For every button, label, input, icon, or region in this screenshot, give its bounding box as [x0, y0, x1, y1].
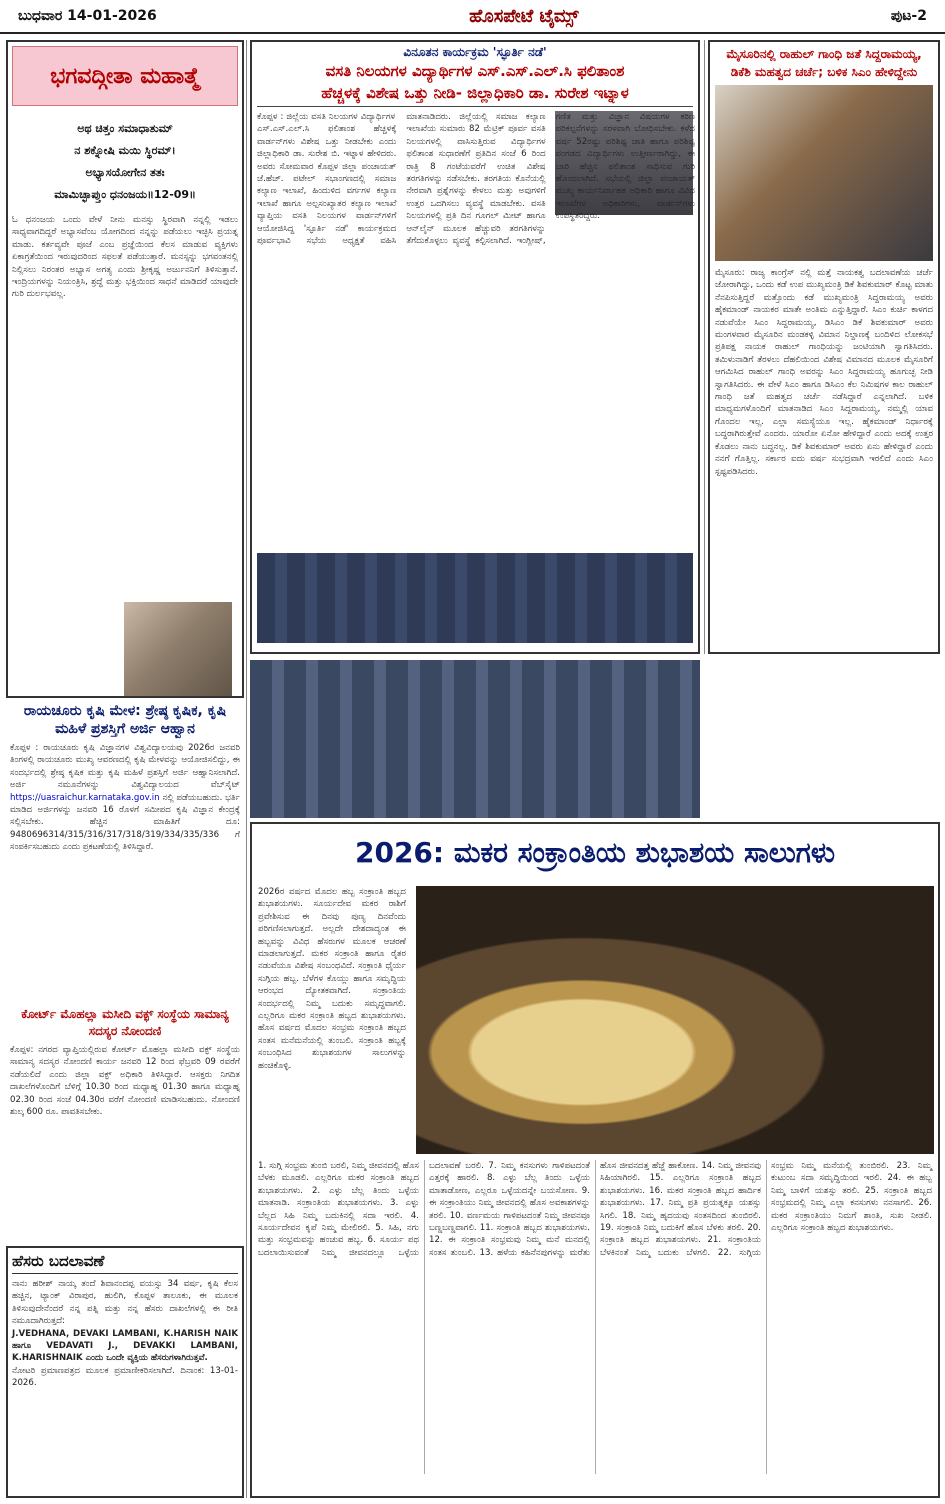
krishi-body-text-2: ನಲ್ಲಿ ಪಡೆಯಬಹುದು. ಭರ್ತಿ ಮಾಡಿದ ಅರ್ಜಿಗಳನ್ನು ಜನವರಿ 16 ರೊಳಗೆ ಸಮೀಪದ ಕೃಷಿ ವಿಜ್ಞಾನ ಕೇಂದ್ರಕ್ಕೆ ಸಲ್ಲಿಸಬೇಕು. ಹೆಚ್ಚಿನ ಮಾಹಿತಿಗೆ ದೂ: 9480696314/315/316/317/318/319/334/335/336 ಗೆ ಸಂಪರ್ಕಿಸಬಹುದು ಎಂದು ಪ್ರಕಟಣೆಯಲ್ಲಿ ತಿಳಿಸಿದ್ದಾರೆ. [10, 792, 240, 853]
wakf-headline: ಕೋರ್ಟ್ ಮೊಹಲ್ಲಾ ಮಸೀದಿ ವಕ್ಫ್ ಸಂಸ್ಥೆಯ ಸಾಮಾನ್ಯ ಸದಸ್ಯರ ನೋಂದಣಿ [21, 1007, 229, 1038]
rahul-headline: ಮೈಸೂರಿನಲ್ಲಿ ರಾಹುಲ್ ಗಾಂಧಿ ಜತೆ ಸಿದ್ದರಾಮಯ್ಯ, ಡಿಕೆಶಿ ಮಹತ್ವದ ಚರ್ಚೆ; ಬಳಿಕ ಸಿಎಂ ಹೇಳಿದ್ದೇನು [726, 47, 922, 79]
gita-title-bar [12, 46, 238, 106]
gita-title: ಭಗವದ್ಗೀತಾ ಮಹಾತ್ಮೆ [50, 63, 200, 89]
shloka-line: ಅಭ್ಯಾಸಯೋಗೇನ ತತಃ [85, 166, 165, 179]
name-change-body: ನಾನು ಹರೀಶ್ ನಾಯ್ಕ ತಂದೆ ಶಿವಾನಂದಪ್ಪ ವಯಸ್ಸು 34 ವರ್ಷ, ಕೃಷಿ ಕೆಲಸ ಹಚ್ಚಿನ, ಟ್ಯಾಂಕ್ ವಿರಾಪುರ, ಹುಲಿಗಿ, ಕೊಪ್ಪಳ ತಾಲೂಕು, ಈ ಮೂಲಕ ತಿಳಿಸುವುದೇನೆಂದರೆ ನನ್ನ ಪತ್ನಿ ಮತ್ತು ನನ್ನ ಹೆಸರು ದಾಖಲೆಗಳಲ್ಲಿ ಈ ರೀತಿ ನಮೂದಾಗಿರುತ್ತದೆ: [12, 1279, 238, 1327]
sankranti-wishes: 1. ಸುಗ್ಗಿ ಸಂಭ್ರಮ ತುಂಬಿ ಬರಲಿ, ನಿಮ್ಮ ಜೀವನದಲ್ಲಿ ಹೊಸ ಬೆಳಕು ಮೂಡಲಿ. ಎಲ್ಲರಿಗೂ ಮಕರ ಸಂಕ್ರಾಂತಿ ಹಬ್ಬದ ಶುಭಾಶಯಗಳು. 2. ಎಳ್ಳು ಬೆಲ್ಲ ತಿಂದು ಒಳ್ಳೆಯ ಮಾತನಾಡಿ. ಸಂಕ್ರಾಂತಿಯ ಶುಭಾಶಯಗಳು. 3. ಎಳ್ಳು ಬೆಲ್ಲದ ಸಿಹಿ ನಿಮ್ಮ ಬದುಕಿನಲ್ಲಿ ಸದಾ ಇರಲಿ. 4. ಸೂರ್ಯದೇವನ ಕೃಪೆ ನಿಮ್ಮ ಮೇಲಿರಲಿ. 5. ಸಿಹಿ, ನಗು ಮತ್ತು ಸಂಭ್ರಮವನ್ನು ಹಂಚುವ ಹಬ್ಬ. 6. ಸೂರ್ಯ ಪಥ ಬದಲಾಯಿಸುವಂತೆ ನಿಮ್ಮ ಜೀವನದಲ್ಲೂ ಒಳ್ಳೆಯ ಬದಲಾವಣೆ ಬರಲಿ. 7. ನಿಮ್ಮ ಕನಸುಗಳು ಗಾಳಿಪಟದಂತೆ ಎತ್ತರಕ್ಕೆ ಹಾರಲಿ. 8. ಎಳ್ಳು ಬೆಲ್ಲ ತಿಂದು ಒಳ್ಳೆಯ ಮಾತಾಡೋಣ, ಎಲ್ಲರೂ ಒಳ್ಳೆಯದನ್ನೇ ಬಯಸೋಣ. 9. ಈ ಸಂಕ್ರಾಂತಿಯು ನಿಮ್ಮ ಜೀವನದಲ್ಲಿ ಹೊಸ ಅವಕಾಶಗಳನ್ನು ತರಲಿ. 10. ವರ್ಣಮಯ ಗಾಳಿಪಟದಂತೆ ನಿಮ್ಮ ಜೀವನವೂ ಬಣ್ಣಬಣ್ಣವಾಗಲಿ. 11. ಸಂಕ್ರಾಂತಿ ಹಬ್ಬದ ಶುಭಾಶಯಗಳು. 12. ಈ ಸಂಕ್ರಾಂತಿ ಸಂಭ್ರಮವು ನಿಮ್ಮ ಮನೆ ಮನದಲ್ಲಿ ಸಂತಸ ತುಂಬಲಿ. 13. ಹಳೆಯ ಕಹಿನೆನಪುಗಳನ್ನು ಮರೆತು ಹೊಸ ಜೀವನದತ್ತ ಹೆಜ್ಜೆ ಹಾಕೋಣ. 14. ನಿಮ್ಮ ಜೀವನವು ಸಿಹಿಯಾಗಿರಲಿ. 15. ಎಲ್ಲರಿಗೂ ಸಂಕ್ರಾಂತಿ ಹಬ್ಬದ ಶುಭಾಶಯಗಳು. 16. ಮಕರ ಸಂಕ್ರಾಂತಿ ಹಬ್ಬದ ಹಾರ್ದಿಕ ಶುಭಾಶಯಗಳು. 17. ನಿಮ್ಮ ಪ್ರತಿ ಪ್ರಯತ್ನಕ್ಕೂ ಯಶಸ್ಸು ಸಿಗಲಿ. 18. ನಿಮ್ಮ ಹೃದಯವು ಸಂತಸದಿಂದ ತುಂಬಿರಲಿ. 19. ಸಂಕ್ರಾಂತಿ ನಿಮ್ಮ ಬದುಕಿಗೆ ಹೊಸ ಬೆಳಕು ತರಲಿ. 20. ಸಂಕ್ರಾಂತಿ ಹಬ್ಬದ ಶುಭಾಶಯಗಳು. 21. ಸಂಕ್ರಾಂತಿಯ ಬೆಳಕಿನಂತೆ ನಿಮ್ಮ ಬದುಕು ಬೆಳಗಲಿ. 22. ಸುಗ್ಗಿಯ ಸಂಭ್ರಮ ನಿಮ್ಮ ಮನೆಯಲ್ಲಿ ತುಂಬಿರಲಿ. 23. ನಿಮ್ಮ ಕುಟುಂಬ ಸದಾ ಸಮೃದ್ಧಿಯಿಂದ ಇರಲಿ. 24. ಈ ಹಬ್ಬ ನಿಮ್ಮ ಬಾಳಿಗೆ ಯಶಸ್ಸು ತರಲಿ. 25. ಸಂಕ್ರಾಂತಿ ಹಬ್ಬದ ಸಂಭ್ರಮದಲ್ಲಿ ನಿಮ್ಮ ಎಲ್ಲಾ ಕನಸುಗಳು ನನಸಾಗಲಿ. 26. ಮಕರ ಸಂಕ್ರಾಂತಿಯು ನಿಮಗೆ ಶಾಂತಿ, ಸುಖ ನೀಡಲಿ. ಎಲ್ಲರಿಗೂ ಸಂಕ್ರಾಂತಿ ಹಬ್ಬದ ಶುಭಾಶಯಗಳು. [258, 1161, 932, 1258]
sankranti-intro: 2026ರ ವರ್ಷದ ಮೊದಲ ಹಬ್ಬ ಸಂಕ್ರಾಂತಿ ಹಬ್ಬದ ಶುಭಾಶಯಗಳು. ಸೂರ್ಯದೇವ ಮಕರ ರಾಶಿಗೆ ಪ್ರವೇಶಿಸುವ ಈ ದಿನವು ಪುಣ್ಯ ದಿನವೆಂದು ಪರಿಗಣಿಸಲಾಗುತ್ತದೆ. ಅಲ್ಲದೇ ದೇಶದಾದ್ಯಂತ ಈ ಹಬ್ಬವನ್ನು ವಿವಿಧ ಹೆಸರುಗಳ ಮೂಲಕ ಆಚರಣೆ ಮಾಡಲಾಗುತ್ತದೆ. ಮಕರ ಸಂಕ್ರಾಂತಿ ಹಾಗೂ ರೈತರ ನಡುವೆಯೂ ವಿಶೇಷ ಸಂಬಂಧವಿದೆ. ಸಂಕ್ರಾಂತಿ ಧೈರ್ಯ ಸುಗ್ಗಿಯ ಹಬ್ಬ. ಬೆಳೆಗಳ ಕೊಯ್ಲು ಹಾಗೂ ಸಮೃದ್ಧಿಯ ಆರಂಭದ ದ್ಯೋತಕವಾಗಿದೆ. ಸಂಕ್ರಾಂತಿಯ ಸಂದರ್ಭದಲ್ಲಿ ನಿಮ್ಮ ಬದುಕು ಸಮೃದ್ಧವಾಗಲಿ. ಎಲ್ಲರಿಗೂ ಮಕರ ಸಂಕ್ರಾಂತಿ ಹಬ್ಬದ ಶುಭಾಶಯಗಳು. ಹೊಸ ವರ್ಷದ ಮೊದಲ ಸಂಭ್ರಮ ಸಂಕ್ರಾಂತಿ ಹಬ್ಬದ ಸಂತಸ ಮನೆಮನೆಯಲ್ಲಿ ತುಂಬಲಿ. ಸಂಕ್ರಾಂತಿ ಹಬ್ಬಕ್ಕೆ ಸಂಬಂಧಿಸಿದ ಶುಭಾಶಯಗಳ ಸಾಲುಗಳನ್ನು ಹಂಚಿಕೊಳ್ಳಿ. [258, 887, 406, 1071]
sankranti-article [250, 822, 940, 1498]
column-divider [246, 40, 247, 1498]
krishi-article [6, 700, 244, 1002]
meeting-hall-photo [257, 553, 693, 643]
rahul-photo [715, 85, 933, 261]
shloka-line: ಅಥ ಚಿತ್ತಂ ಸಮಾಧಾತುಮ್ [77, 122, 173, 135]
sslc-headline-2: ಹೆಚ್ಚಳಕ್ಕೆ ವಿಶೇಷ ಒತ್ತು ನೀಡಿ- ಜಿಲ್ಲಾಧಿಕಾರಿ ಡಾ. ಸುರೇಶ ಇಟ್ನಾಳ [257, 82, 693, 107]
name-change-names: J.VEDHANA, DEVAKI LAMBANI, K.HARISH NAIK ಹಾಗೂ VEDAVATI J., DEVAKKI LAMBANI, K.HARISHNAIK ಎಂದು ಒಂದೇ ವ್ಯಕ್ತಿಯ ಹೆಸರುಗಳಾಗಿರುತ್ತವೆ. [12, 1328, 238, 1364]
sslc-body-text: ಕೊಪ್ಪಳ : ಜಿಲ್ಲೆಯ ವಸತಿ ನಿಲಯಗಳ ವಿದ್ಯಾರ್ಥಿಗಳ ಎಸ್.ಎಸ್.ಎಲ್.ಸಿ ಫಲಿತಾಂಶ ಹೆಚ್ಚಳಕ್ಕೆ ವಾರ್ಡನ್‌ಗಳು ವಿಶೇಷ ಒತ್ತು ನೀಡಬೇಕು ಎಂದು ಜಿಲ್ಲಾಧಿಕಾರಿ ಡಾ. ಸುರೇಶ ಬಿ. ಇಟ್ನಾಳ ಹೇಳಿದರು. ಅವರು ಸೋಮವಾರ ಕೊಪ್ಪಳ ಜಿಲ್ಲಾ ಪಂಚಾಯತ್ ಜೆ.ಹೆಚ್. ಪಟೇಲ್ ಸಭಾಂಗಣದಲ್ಲಿ ಸಮಾಜ ಕಲ್ಯಾಣ ಇಲಾಖೆ, ಹಿಂದುಳಿದ ವರ್ಗಗಳ ಕಲ್ಯಾಣ ಇಲಾಖೆ ಹಾಗೂ ಅಲ್ಪಸಂಖ್ಯಾತರ ಕಲ್ಯಾಣ ಇಲಾಖೆ ವ್ಯಾಪ್ತಿಯ ವಸತಿ ನಿಲಯಗಳ ವಾರ್ಡನ್‌ಗಳಿಗೆ ಆಯೋಜಿಸಿದ್ದ 'ಸ್ಫೂರ್ತಿ ನಡೆ' ಕಾರ್ಯಕ್ರಮದ ಪೂರ್ವಭಾವಿ ಸಭೆಯ ಅಧ್ಯಕ್ಷತೆ ವಹಿಸಿ ಮಾತನಾಡಿದರು. ಜಿಲ್ಲೆಯಲ್ಲಿ ಸಮಾಜ ಕಲ್ಯಾಣ ಇಲಾಖೆಯ ಸುಮಾರು 82 ಮೆಟ್ರಿಕ್ ಪೂರ್ವ ವಸತಿ ನಿಲಯಗಳಲ್ಲಿ ವಾಸಿಸುತ್ತಿರುವ ವಿದ್ಯಾರ್ಥಿಗಳ ಫಲಿತಾಂಶ ಸುಧಾರಣೆಗೆ ಪ್ರತಿದಿನ ಸಂಜೆ 6 ರಿಂದ ರಾತ್ರಿ 8 ಗಂಟೆಯವರೆಗೆ ಉಚಿತ ವಿಶೇಷ ತರಗತಿಗಳನ್ನು ನಡೆಸಬೇಕು. ತರಗತಿಯ ಕೊನೆಯಲ್ಲಿ ನೇರವಾಗಿ ಪ್ರಶ್ನೆಗಳನ್ನು ಕೇಳಲು ಮತ್ತು ಅವುಗಳಿಗೆ ಉತ್ತರ ಒದಗಿಸಲು ವ್ಯವಸ್ಥೆ ಮಾಡಬೇಕು. ವಸತಿ ನಿಲಯಗಳಲ್ಲಿ ಪ್ರತಿ ದಿನ ಗೂಗಲ್ ಮೀಟ್ ಹಾಗೂ ಆನ್‌ಲೈನ್ ಮೂಲಕ ಹೆಚ್ಚುವರಿ ತರಗತಿಗಳನ್ನು ತೆಗೆದುಕೊಳ್ಳಲು ವ್ಯವಸ್ಥೆ ಕಲ್ಪಿಸಲಾಗಿದೆ. ಇಂಗ್ಲೀಷ್, ಗಣಿತ ಮತ್ತು ವಿಜ್ಞಾನ ವಿಷಯಗಳ ಕಠಿಣ ಪರಿಕಲ್ಪನೆಗಳನ್ನು ಸರಳವಾಗಿ ಬೋಧಿಸಬೇಕು. ಕಳೆದ ವರ್ಷ 52ರಷ್ಟು ಪರಿಶಿಷ್ಟ ಜಾತಿ ಹಾಗೂ ಪರಿಶಿಷ್ಟ ಪಂಗಡದ ವಿದ್ಯಾರ್ಥಿಗಳು ಉತ್ತೀರ್ಣರಾಗಿದ್ದು, ಈ ಬಾರಿ ಹೆಚ್ಚಿನ ಫಲಿತಾಂಶ ಸಾಧಿಸುವ ಗುರಿ ಹೊಂದಲಾಗಿದೆ. ಸಭೆಯಲ್ಲಿ ಜಿಲ್ಲಾ ಪಂಚಾಯತ್ ಮುಖ್ಯ ಕಾರ್ಯನಿರ್ವಾಹಕ ಅಧಿಕಾರಿ ಹಾಗೂ ವಿವಿಧ ಇಲಾಖೆಗಳ ಅಧಿಕಾರಿಗಳು, ವಾರ್ಡನ್‌ಗಳು ಉಪಸ್ಥಿತರಿದ್ದರು. [257, 112, 695, 247]
wakf-article [6, 1004, 244, 1240]
name-change-notice [6, 1246, 244, 1498]
name-change-title: ಹೆಸರು ಬದಲಾವಣೆ [12, 1252, 238, 1274]
sslc-headline-1: ವಸತಿ ನಿಲಯಗಳ ವಿದ್ಯಾರ್ಥಿಗಳ ಎಸ್.ಎಸ್.ಎಲ್.ಸಿ ಫಲಿತಾಂಶ [325, 62, 625, 80]
shloka-line: ನ ಶಕ್ನೋಷಿ ಮಯಿ ಸ್ಥಿರಮ್। [74, 144, 176, 157]
krishi-body-text: ಕೊಪ್ಪಳ : ರಾಯಚೂರು ಕೃಷಿ ವಿಜ್ಞಾನಗಳ ವಿಶ್ವವಿದ್ಯಾಲಯವು 2026ರ ಜನವರಿ ತಿಂಗಳಲ್ಲಿ ರಾಯಚೂರು ಮುಖ್ಯ ಆವರಣದಲ್ಲಿ ಕೃಷಿ ಮೇಳವನ್ನು ಆಯೋಜಿಸಲಿದ್ದು, ಈ ಸಂದರ್ಭದಲ್ಲಿ ಶ್ರೇಷ್ಠ ಕೃಷಿಕ ಮತ್ತು ಕೃಷಿ ಮಹಿಳೆ ಪ್ರಶಸ್ತಿಗೆ ಅರ್ಜಿ ಆಹ್ವಾನಿಸಲಾಗಿದೆ. ಅರ್ಜಿ ನಮೂನೆಗಳನ್ನು ವಿಶ್ವವಿದ್ಯಾಲಯದ ವೆಬ್‌ಸೈಟ್ [10, 743, 240, 791]
krishi-headline: ರಾಯಚೂರು ಕೃಷಿ ಮೇಳ: ಶ್ರೇಷ್ಠ ಕೃಷಿಕ, ಕೃಷಿ ಮಹಿಳೆ ಪ್ರಶಸ್ತಿಗೆ ಅರ್ಜಿ ಆಹ್ವಾನ [23, 703, 227, 737]
wakf-body: ಕೊಪ್ಪಳ: ನಗರದ ವ್ಯಾಪ್ತಿಯಲ್ಲಿರುವ ಕೋರ್ಟ್ ಮೊಹಲ್ಲಾ ಮಸೀದಿ ವಕ್ಫ್ ಸಂಸ್ಥೆಯ ಸಾಮಾನ್ಯ ಸದಸ್ಯರ ನೋಂದಣಿ ಕಾರ್ಯ ಜನವರಿ 12 ರಿಂದ ಫೆಬ್ರವರಿ 09 ರವರೆಗೆ ನಡೆಯಲಿದೆ ಎಂದು ಜಿಲ್ಲಾ ವಕ್ಫ್ ಅಧಿಕಾರಿ ತಿಳಿಸಿದ್ದಾರೆ. ಆಸಕ್ತರು ನಿಗದಿತ ದಾಖಲೆಗಳೊಂದಿಗೆ ಬೆಳಿಗ್ಗೆ 10.30 ರಿಂದ ಮಧ್ಯಾಹ್ನ 01.30 ಹಾಗೂ ಮಧ್ಯಾಹ್ನ 02.30 ರಿಂದ ಸಂಜೆ 04.30ರ ವರೆಗೆ ನೋಂದಣಿ ಮಾಡಿಸಬಹುದು. ನೋಂದಣಿ ಶುಲ್ಕ 600 ರೂ. ಪಾವತಿಸಬೇಕು. [10, 1045, 240, 1118]
gita-box [6, 40, 244, 698]
sankranti-photo [416, 886, 934, 1154]
sankranti-top [258, 886, 932, 1154]
rahul-body: ಮೈಸೂರು: ರಾಜ್ಯ ಕಾಂಗ್ರೆಸ್ ನಲ್ಲಿ ಮತ್ತೆ ನಾಯಕತ್ವ ಬದಲಾವಣೆಯ ಚರ್ಚೆ ಜೋರಾಗಿದ್ದು, ಒಂದು ಕಡೆ ಉಪ ಮುಖ್ಯಮಂತ್ರಿ ಡಿಕೆ ಶಿವಕುಮಾರ್ ಕೊಟ್ಟ ಮಾತು ನೆನಪಿಸುತ್ತಿದ್ದರೆ ಮತ್ತೊಂದು ಕಡೆ ಮುಖ್ಯಮಂತ್ರಿ ಸಿದ್ದರಾಮಯ್ಯ ಅವರು ಹೈಕಮಾಂಡ್ ನಾಯಕರ ಮಾತೇ ಅಂತಿಮ ಎನ್ನುತ್ತಿದ್ದಾರೆ. ಸಿಎಂ ಕುರ್ಚಿ ಕಾಳಗದ ನಡುವೆಯೇ ಸಿಎಂ ಸಿದ್ದರಾಮಯ್ಯ, ಡಿಸಿಎಂ ಡಿಕೆ ಶಿವಕುಮಾರ್ ಅವರು ಮಂಗಳವಾರ ಮೈಸೂರಿನ ಮಂಡಕಳ್ಳಿ ವಿಮಾನ ನಿಲ್ದಾಣಕ್ಕೆ ಬಂದಿಳಿದ ಲೋಕಸಭೆ ಪ್ರತಿಪಕ್ಷ ನಾಯಕ ರಾಹುಲ್ ಗಾಂಧಿಯನ್ನು ಜಂಟಿಯಾಗಿ ಸ್ವಾಗತಿಸಿದರು. ತಮಿಳುನಾಡಿಗೆ ತೆರಳಲು ದೆಹಲಿಯಿಂದ ವಿಶೇಷ ವಿಮಾನದ ಮೂಲಕ ಮೈಸೂರಿಗೆ ಆಗಮಿಸಿದ ರಾಹುಲ್ ಗಾಂಧಿ ಅವರನ್ನು ಸಿಎಂ ಸಿದ್ದರಾಮಯ್ಯ ಹೂಗುಚ್ಛ ನೀಡಿ ಸ್ವಾಗತಿಸಿದರು. ಈ ವೇಳೆ ಸಿಎಂ ಹಾಗೂ ಡಿಸಿಎಂ ಕೆಲ ನಿಮಿಷಗಳ ಕಾಲ ರಾಹುಲ್ ಗಾಂಧಿ ಜತೆ ಮಹತ್ವದ ಚರ್ಚೆ ನಡೆಸಿದ್ದಾರೆ ಎನ್ನಲಾಗಿದೆ. ಬಳಿಕ ಮಾಧ್ಯಮಗಳೊಂದಿಗೆ ಮಾತನಾಡಿದ ಸಿಎಂ ಸಿದ್ದರಾಮಯ್ಯ, ನಮ್ಮಲ್ಲಿ ಯಾವ ಗೊಂದಲ ಇಲ್ಲ. ಎಲ್ಲಾ ಸಮಸ್ಯೆಯೂ ಇಲ್ಲ. ಹೈಕಮಾಂಡ್ ನಿರ್ಧಾರಕ್ಕೆ ಬದ್ಧರಾಗಿರುತ್ತೇವೆ ಎಂದರು. ಯಾರೋ ಏನೋ ಹೇಳಿದ್ದಾರೆ ಎಂದು ಅದಕ್ಕೆ ಉತ್ತರ ಕೊಡಲು ನಾನು ಬದ್ಧನಲ್ಲ. ಡಿಕೆ ಶಿವಕುಮಾರ್ ಅವರು ಏನು ಹೇಳಿದ್ದಾರೆ ಎಂದು ನನಗೆ ಗೊತ್ತಿಲ್ಲ. ಸರ್ಕಾರ ಐದು ವರ್ಷ ಸುಭದ್ರವಾಗಿ ಇರಲಿದೆ ಎಂದು ಸಿಎಂ ಸ್ಪಷ್ಟಪಡಿಸಿದರು. [715, 268, 933, 477]
meeting-photo-large [250, 660, 700, 818]
krishi-body [10, 742, 240, 854]
gita-body: ಓ ಧನಂಜಯ ಒಂದು ವೇಳೆ ನೀನು ಮನಸ್ಸು ಸ್ಥಿರವಾಗಿ ನನ್ನಲ್ಲಿ ಇಡಲು ಸಾಧ್ಯವಾಗದಿದ್ದರೆ ಅಭ್ಯಾಸವೆಂಬ ಯೋಗದಿಂದ ನನ್ನನ್ನು ಪಡೆಯಲು ಇಚ್ಛಿಸಿ ಪ್ರಯತ್ನ ಮಾಡು. ಕರ್ತವ್ಯವೇ ಪೂಜೆ ಎಂಬ ಪ್ರಜ್ಞೆಯಿಂದ ಕೆಲಸ ಮಾಡುವ ವ್ಯಕ್ತಿಗಳು ಏಕಾಗ್ರತೆಯಿಂದ ಇರುವುದರಿಂದ ಸಫಲತೆ ಪಡೆಯುತ್ತಾರೆ. ಮನಸ್ಸನ್ನು ಭಗವಂತನಲ್ಲಿ ನಿಲ್ಲಿಸಲು ನಿರಂತರ ಅಭ್ಯಾಸ ಅಗತ್ಯ ಎಂದು ಶ್ರೀಕೃಷ್ಣ ಅರ್ಜುನನಿಗೆ ತಿಳಿಸುತ್ತಾನೆ. ಇಂದ್ರಿಯಗಳನ್ನು ನಿಯಂತ್ರಿಸಿ, ಶ್ರದ್ಧೆ ಮತ್ತು ಭಕ್ತಿಯಿಂದ ಸಾಧನೆ ಮಾಡಿದರೆ ಯಾವುದೇ ಗುರಿ ದುರ್ಲಭವಲ್ಲ. [12, 215, 238, 300]
krishi-website-link[interactable]: https://uasraichur.karnataka.gov.in [10, 792, 160, 803]
gita-author-block [12, 602, 238, 698]
spacer [395, 111, 396, 112]
sankranti-headline: 2026: ಮಕರ ಸಂಕ್ರಾಂತಿಯ ಶುಭಾಶಯ ಸಾಲುಗಳು [354, 836, 836, 869]
column-divider [704, 40, 705, 654]
sslc-article [250, 40, 700, 654]
sslc-kicker: ವಿನೂತನ ಕಾರ್ಯಕ್ರಮ 'ಸ್ಫೂರ್ತಿ ನಡೆ' [403, 45, 547, 59]
masthead: ಹೊಸಪೇಟೆ ಟೈಮ್ಸ್ [469, 5, 579, 27]
page-number: ಪುಟ-2 [890, 8, 927, 24]
author-photo [124, 602, 232, 698]
page-header [0, 0, 945, 34]
sslc-body [257, 111, 695, 547]
rahul-article [708, 40, 940, 654]
gita-shloka [12, 118, 238, 206]
shloka-line: ಮಾಮಿಚ್ಛಾಪ್ತುಂ ಧನಂಜಯ॥12-09॥ [54, 188, 196, 201]
sslc-body-area [257, 111, 693, 551]
rahul-continuation [704, 660, 940, 818]
name-change-footer: ನೋಟರಿ ಪ್ರಮಾಣಪತ್ರದ ಮೂಲಕ ಪ್ರಮಾಣೀಕರಿಸಲಾಗಿದೆ. ದಿನಾಂಕ: 13-01-2026. [12, 1365, 238, 1389]
meeting-room-photo [250, 660, 700, 818]
issue-date: ಬುಧವಾರ 14-01-2026 [18, 8, 157, 24]
